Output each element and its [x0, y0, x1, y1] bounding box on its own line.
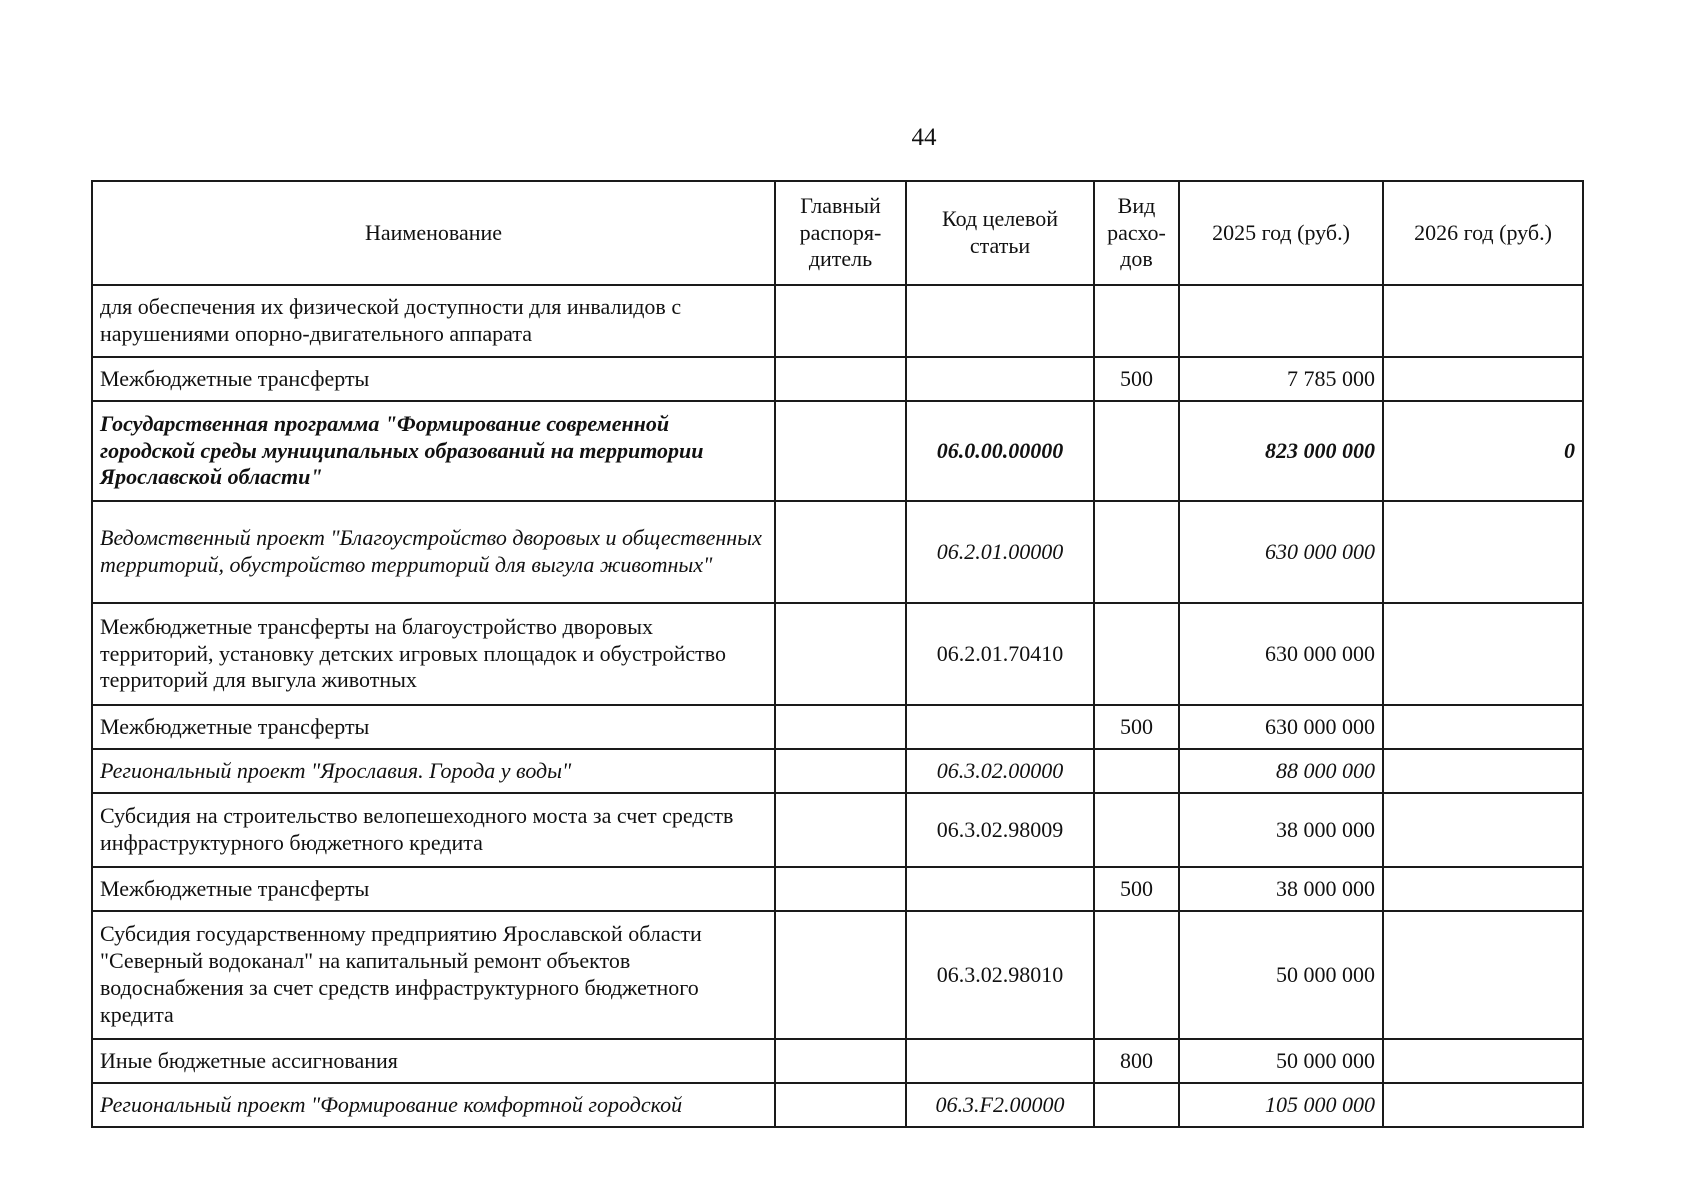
budget-table [91, 180, 1584, 1128]
cell-2026 [1383, 603, 1583, 705]
cell-2025: 7 785 000 [1179, 357, 1383, 401]
cell-main [775, 501, 906, 603]
table-row [92, 793, 1583, 867]
cell-main [775, 357, 906, 401]
cell-kind [1094, 911, 1179, 1039]
cell-2026 [1383, 501, 1583, 603]
table-row [92, 705, 1583, 749]
cell-main [775, 705, 906, 749]
cell-name: для обеспечения их физической доступности для инвалидов с нарушениями опорно-двигательного аппарата [92, 285, 775, 357]
table-row [92, 749, 1583, 793]
cell-main [775, 911, 906, 1039]
cell-code [906, 285, 1094, 357]
cell-kind [1094, 603, 1179, 705]
table-row [92, 357, 1583, 401]
cell-code: 06.0.00.00000 [906, 401, 1094, 501]
cell-main [775, 1083, 906, 1127]
cell-code [906, 867, 1094, 911]
cell-2025: 105 000 000 [1179, 1083, 1383, 1127]
cell-name: Межбюджетные трансферты на благоустройство дворовых территорий, установку детских игровых площадок и обустройство территорий для выгула животных [92, 603, 775, 705]
table-row [92, 603, 1583, 705]
cell-main [775, 749, 906, 793]
cell-2025: 50 000 000 [1179, 911, 1383, 1039]
cell-name: Ведомственный проект "Благоустройство дворовых и общественных территорий, обустройство территорий для выгула животных" [92, 501, 775, 603]
cell-2025: 630 000 000 [1179, 501, 1383, 603]
table-row [92, 1039, 1583, 1083]
table-row [92, 401, 1583, 501]
cell-code: 06.3.02.98009 [906, 793, 1094, 867]
cell-code [906, 357, 1094, 401]
cell-kind [1094, 793, 1179, 867]
header-year-2026: 2026 год (руб.) [1383, 181, 1583, 285]
cell-2025: 88 000 000 [1179, 749, 1383, 793]
cell-name: Межбюджетные трансферты [92, 357, 775, 401]
cell-2025 [1179, 285, 1383, 357]
cell-main [775, 285, 906, 357]
cell-kind: 500 [1094, 705, 1179, 749]
table-row [92, 501, 1583, 603]
cell-name: Субсидия на строительство велопешеходного моста за счет средств инфраструктурного бюджетного кредита [92, 793, 775, 867]
cell-kind: 800 [1094, 1039, 1179, 1083]
cell-2026: 0 [1383, 401, 1583, 501]
header-main-manager: Главный распоря-дитель [775, 181, 906, 285]
cell-code: 06.3.02.98010 [906, 911, 1094, 1039]
cell-kind [1094, 285, 1179, 357]
cell-2026 [1383, 1039, 1583, 1083]
cell-main [775, 793, 906, 867]
cell-2026 [1383, 357, 1583, 401]
cell-kind [1094, 749, 1179, 793]
cell-2025: 38 000 000 [1179, 793, 1383, 867]
table-row [92, 1083, 1583, 1127]
table-row [92, 911, 1583, 1039]
cell-2026 [1383, 867, 1583, 911]
cell-main [775, 401, 906, 501]
cell-main [775, 1039, 906, 1083]
table-row [92, 867, 1583, 911]
cell-2026 [1383, 705, 1583, 749]
cell-code: 06.3.02.00000 [906, 749, 1094, 793]
cell-2025: 38 000 000 [1179, 867, 1383, 911]
cell-name: Региональный проект "Ярославия. Города у воды" [92, 749, 775, 793]
header-target-code: Код целевой статьи [906, 181, 1094, 285]
table-row [92, 285, 1583, 357]
header-year-2025: 2025 год (руб.) [1179, 181, 1383, 285]
cell-name: Иные бюджетные ассигнования [92, 1039, 775, 1083]
cell-2026 [1383, 1083, 1583, 1127]
cell-kind: 500 [1094, 867, 1179, 911]
cell-kind: 500 [1094, 357, 1179, 401]
cell-2025: 630 000 000 [1179, 603, 1383, 705]
cell-main [775, 603, 906, 705]
cell-2026 [1383, 793, 1583, 867]
cell-name: Межбюджетные трансферты [92, 867, 775, 911]
cell-2026 [1383, 911, 1583, 1039]
cell-2026 [1383, 749, 1583, 793]
cell-code [906, 705, 1094, 749]
cell-code: 06.2.01.70410 [906, 603, 1094, 705]
cell-code: 06.3.F2.00000 [906, 1083, 1094, 1127]
cell-kind [1094, 401, 1179, 501]
cell-name: Государственная программа "Формирование современной городской среды муниципальных образований на территории Ярославской области" [92, 401, 775, 501]
cell-kind [1094, 501, 1179, 603]
cell-2025: 630 000 000 [1179, 705, 1383, 749]
header-expense-kind: Вид расхо-дов [1094, 181, 1179, 285]
page-number: 44 [911, 124, 937, 151]
cell-2026 [1383, 285, 1583, 357]
cell-code: 06.2.01.00000 [906, 501, 1094, 603]
cell-main [775, 867, 906, 911]
table-header-row [92, 181, 1583, 285]
cell-name: Субсидия государственному предприятию Ярославской области "Северный водоканал" на капитальный ремонт объектов водоснабжения за счет средств инфраструктурного бюджетного кредита [92, 911, 775, 1039]
cell-name: Региональный проект "Формирование комфортной городской [92, 1083, 775, 1127]
header-name: Наименование [92, 181, 775, 285]
cell-code [906, 1039, 1094, 1083]
cell-2025: 823 000 000 [1179, 401, 1383, 501]
cell-name: Межбюджетные трансферты [92, 705, 775, 749]
cell-kind [1094, 1083, 1179, 1127]
cell-2025: 50 000 000 [1179, 1039, 1383, 1083]
